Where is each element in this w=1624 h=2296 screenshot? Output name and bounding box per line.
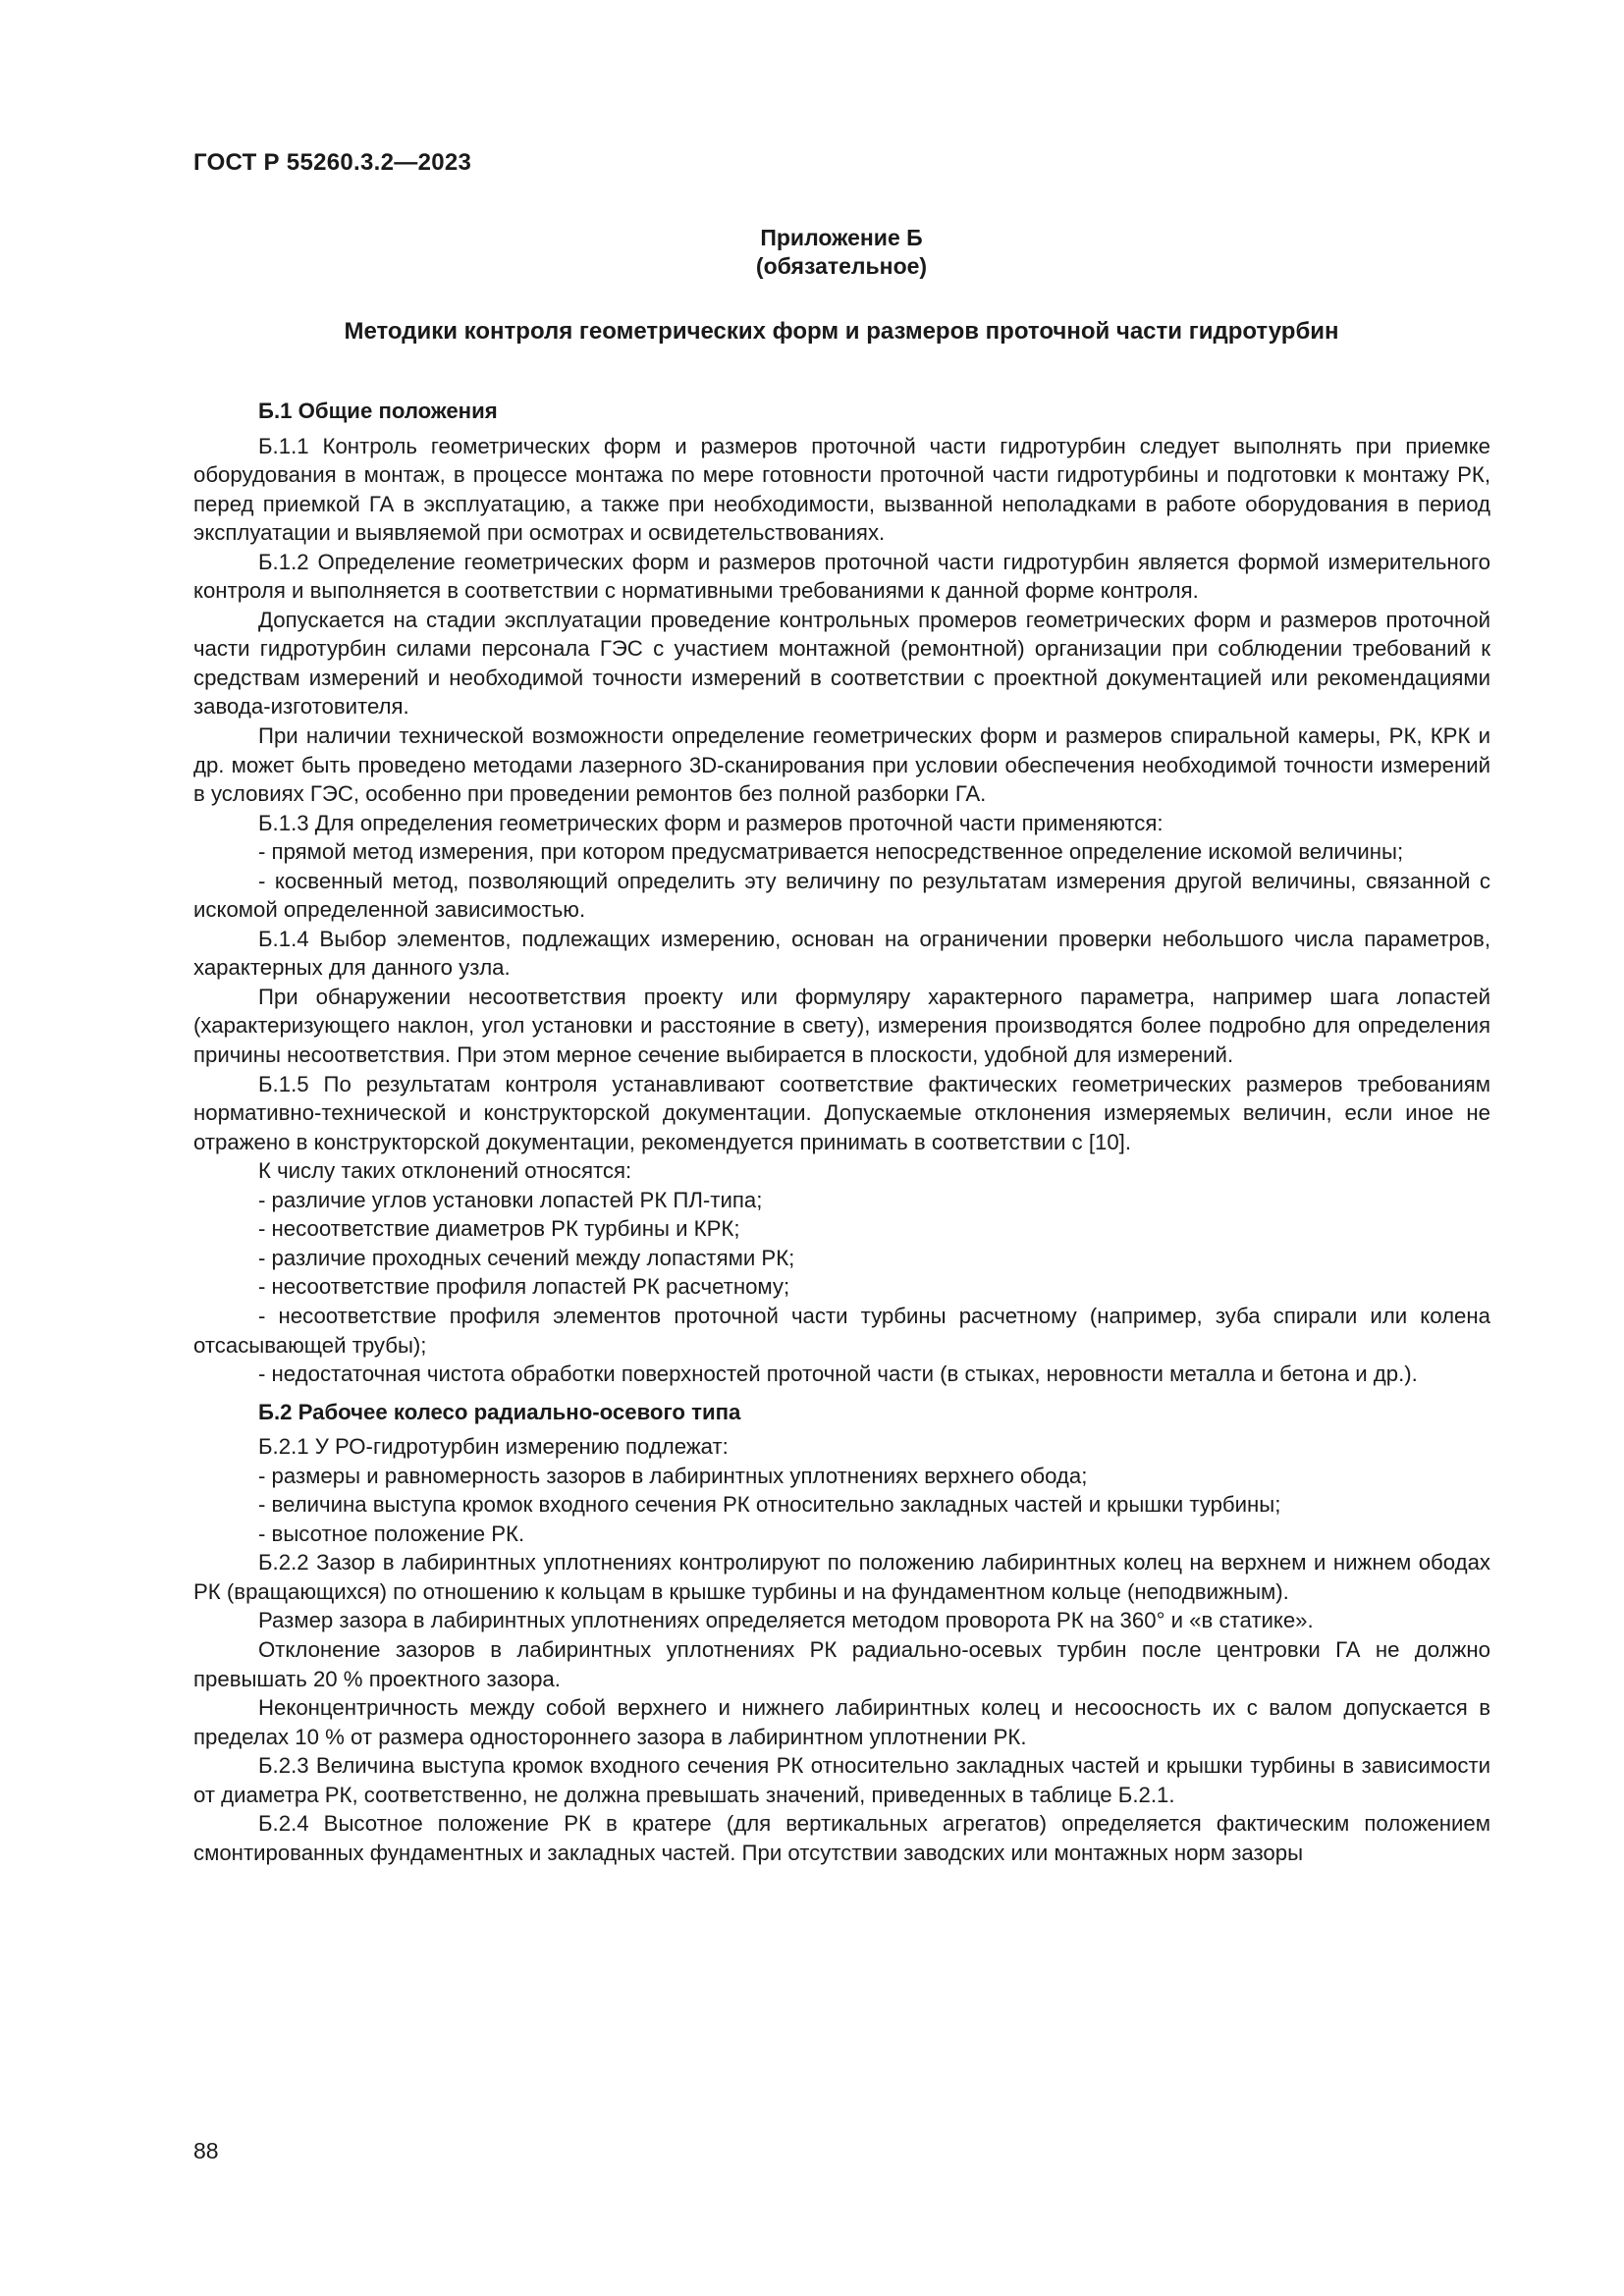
- section-heading: Б.2 Рабочее колесо радиально-осевого типа: [258, 1399, 741, 1424]
- paragraph: Отклонение зазоров в лабиринтных уплотнениях РК радиально-осевых турбин после центровки ГА не должно превышать 20 % проектного зазора.: [193, 1636, 1490, 1691]
- list-item: - несоответствие профиля элементов проточной части турбины расчетному (например, зуба спирали или колена отсасывающей трубы);: [193, 1303, 1490, 1358]
- appendix-status: (обязательное): [755, 253, 928, 279]
- list-item: - несоответствие диаметров РК турбины и КРК;: [258, 1216, 740, 1242]
- list-item: - различие углов установки лопастей РК ПЛ-типа;: [258, 1187, 763, 1212]
- page-number: 88: [193, 2138, 219, 2163]
- paragraph: Допускается на стадии эксплуатации проведение контрольных промеров геометрических форм и размеров проточной части гидротурбин силами персонала ГЭС с участием монтажной (ремонтной) организации при соблюдении требований к средствам измерений и необходимой точности измерений в соответствии с проектной документацией или рекомендациями завода-изготовителя.: [193, 607, 1490, 720]
- document-body: [193, 397, 1490, 1867]
- list-item: - несоответствие профиля лопастей РК расчетному;: [258, 1274, 790, 1300]
- paragraph: Размер зазора в лабиринтных уплотнениях определяется методом проворота РК на 360° и «в статике».: [258, 1608, 1314, 1633]
- paragraph: Б.1.4 Выбор элементов, подлежащих измерению, основан на ограничении проверки небольшого числа параметров, характерных для данного узла.: [193, 926, 1490, 981]
- list-item: - различие проходных сечений между лопастями РК;: [258, 1245, 795, 1270]
- paragraph: Б.1.5 По результатам контроля устанавливают соответствие фактических геометрических размеров требованиям нормативно-технической и конструкторской документации. Допускаемые отклонения измеряемых величин, если иное не отражено в конструкторской документации, рекомендуется принимать в соответствии с [10].: [193, 1071, 1490, 1154]
- list-item: - прямой метод измерения, при котором предусматривается непосредственное определение искомой величины;: [258, 839, 1404, 865]
- list-item: - размеры и равномерность зазоров в лабиринтных уплотнениях верхнего обода;: [258, 1463, 1088, 1488]
- paragraph: Б.1.2 Определение геометрических форм и размеров проточной части гидротурбин является формой измерительного контроля и выполняется в соответствии с нормативными требованиями к данной форме контроля.: [193, 549, 1490, 604]
- paragraph: Б.2.1 У РО-гидротурбин измерению подлежат:: [258, 1434, 729, 1460]
- paragraph: Неконцентричность между собой верхнего и нижнего лабиринтных колец и несоосность их с валом допускается в пределах 10 % от размера одностороннего зазора в лабиринтном уплотнении РК.: [193, 1695, 1490, 1749]
- paragraph: Б.1.1 Контроль геометрических форм и размеров проточной части гидротурбин следует выполнять при приемке оборудования в монтаж, в процессе монтажа по мере готовности проточной части гидротурбины и подготовки к монтажу РК, перед приемкой ГА в эксплуатацию, а также при необходимости, вызванной неполадками в работе оборудования в период эксплуатации и выявляемой при осмотрах и освидетельствованиях.: [193, 433, 1490, 546]
- list-item: - величина выступа кромок входного сечения РК относительно закладных частей и крышки турбины;: [258, 1492, 1281, 1518]
- appendix-title: Приложение Б: [760, 225, 923, 250]
- list-item: - косвенный метод, позволяющий определить эту величину по результатам измерения другой величины, связанной с искомой определенной зависимостью.: [193, 868, 1490, 923]
- paragraph: Б.2.3 Величина выступа кромок входного сечения РК относительно закладных частей и крышки турбины в зависимости от диаметра РК, соответственно, не должна превышать значений, приведенных в таблице Б.2.1.: [193, 1753, 1490, 1807]
- document-title: Методики контроля геометрических форм и размеров проточной части гидротурбин: [344, 318, 1339, 345]
- list-item: - высотное положение РК.: [258, 1521, 525, 1546]
- list-item: - недостаточная чистота обработки поверхностей проточной части (в стыках, неровности металла и бетона и др.).: [258, 1362, 1418, 1387]
- paragraph: При обнаружении несоответствия проекту или формуляру характерного параметра, например шага лопастей (характеризующего наклон, угол установки и расстояние в свету), измерения производятся более подробно для определения причины несоответствия. При этом мерное сечение выбирается в плоскости, удобной для измерений.: [193, 984, 1490, 1068]
- paragraph: Б.2.2 Зазор в лабиринтных уплотнениях контролируют по положению лабиринтных колец на верхнем и нижнем ободах РК (вращающихся) по отношению к кольцам в крышке турбины и на фундаментном кольце (неподвижным).: [193, 1550, 1490, 1604]
- paragraph: К числу таких отклонений относятся:: [258, 1158, 632, 1184]
- paragraph: Б.2.4 Высотное положение РК в кратере (для вертикальных агрегатов) определяется фактическим положением смонтированных фундаментных и закладных частей. При отсутствии заводских или монтажных норм зазоры: [193, 1811, 1490, 1865]
- paragraph: При наличии технической возможности определение геометрических форм и размеров спиральной камеры, РК, КРК и др. может быть проведено методами лазерного 3D-сканирования при условии обеспечения необходимой точности измерений в условиях ГЭС, особенно при проведении ремонтов без полной разборки ГА.: [193, 723, 1490, 807]
- section-heading: Б.1 Общие положения: [258, 399, 498, 423]
- paragraph: Б.1.3 Для определения геометрических форм и размеров проточной части применяются:: [258, 810, 1164, 835]
- document-code: ГОСТ Р 55260.3.2—2023: [193, 149, 472, 176]
- appendix-heading: [0, 224, 1624, 281]
